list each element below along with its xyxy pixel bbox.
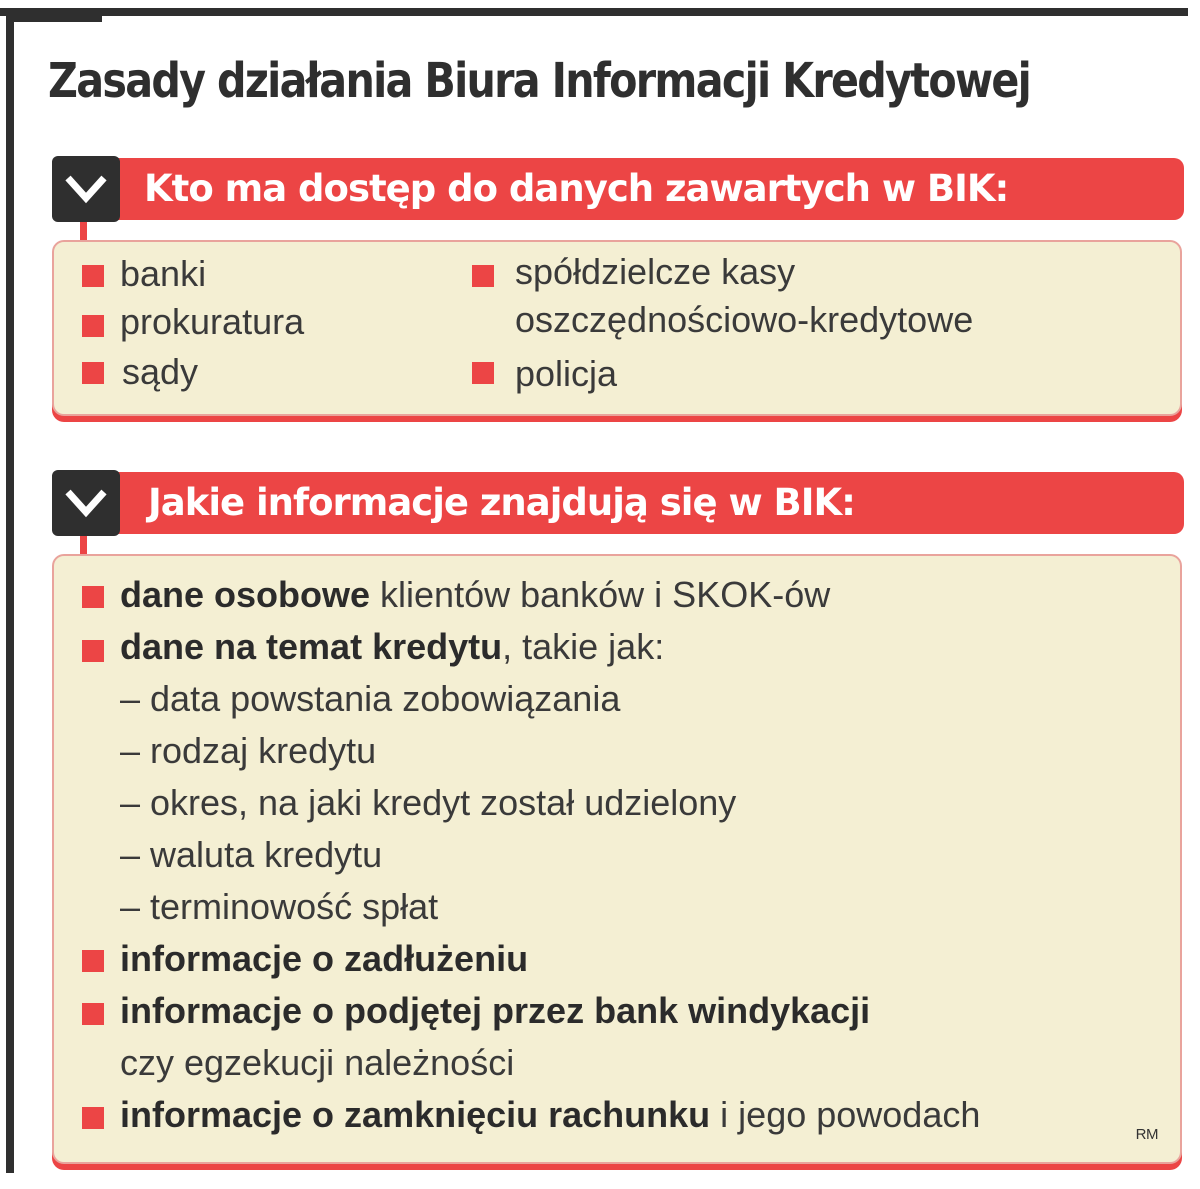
item-text: , takie jak:	[502, 626, 665, 667]
list-item-collection-line2: czy egzekucji należności	[120, 1042, 515, 1083]
page-title: Zasady działania Biura Informacji Kredytowej	[48, 53, 1031, 109]
item-bold-text: dane osobowe	[120, 574, 371, 615]
list-item-skok-line1: spółdzielcze kasy	[515, 251, 796, 292]
section-connector	[80, 222, 87, 242]
list-item-banks: banki	[120, 253, 207, 294]
item-bold-text: informacje o podjętej przez bank windykacji	[120, 990, 871, 1031]
sub-item: – okres, na jaki kredyt został udzielony	[120, 782, 737, 823]
item-bold-text: informacje o zadłużeniu	[120, 938, 529, 979]
section-access-header	[52, 156, 1184, 222]
list-item-credit-data	[120, 625, 664, 669]
square-bullet-icon	[82, 265, 104, 287]
section-info-heading: Jakie informacje znajdują się w BIK:	[148, 481, 855, 524]
section-connector	[80, 536, 87, 556]
sub-item: – data powstania zobowiązania	[120, 678, 621, 719]
chevron-down-icon	[52, 470, 120, 536]
square-bullet-icon	[472, 265, 494, 287]
frame-top-border	[0, 8, 1188, 16]
list-item-prosecution: prokuratura	[120, 301, 305, 342]
item-text: klientów banków i SKOK-ów	[370, 574, 831, 615]
sub-item: – rodzaj kredytu	[120, 730, 377, 771]
list-item-account-closure	[120, 1093, 980, 1137]
item-text: i jego powodach	[710, 1094, 981, 1135]
square-bullet-icon	[472, 362, 494, 384]
frame-left-border	[6, 8, 14, 1173]
list-item-courts: sądy	[122, 351, 199, 392]
square-bullet-icon	[82, 362, 104, 384]
list-item-skok-line2: oszczędnościowo-kredytowe	[515, 299, 974, 340]
author-credit: RM	[1135, 1126, 1158, 1143]
sub-item: – terminowość spłat	[120, 886, 439, 927]
square-bullet-icon	[82, 586, 104, 608]
square-bullet-icon	[82, 1107, 104, 1129]
list-item-personal-data	[120, 573, 830, 617]
sub-item: – waluta kredytu	[120, 834, 383, 875]
square-bullet-icon	[82, 640, 104, 662]
section-info-header	[52, 470, 1184, 536]
chevron-down-icon	[52, 156, 120, 222]
item-bold-text: dane na temat kredytu	[120, 626, 503, 667]
section-access-heading: Kto ma dostęp do danych zawartych w BIK:	[144, 167, 1009, 210]
list-item-collection	[120, 989, 870, 1033]
list-item-debt	[120, 937, 528, 981]
square-bullet-icon	[82, 950, 104, 972]
square-bullet-icon	[82, 1003, 104, 1025]
list-item-police: policja	[515, 353, 618, 394]
item-bold-text: informacje o zamknięciu rachunku	[120, 1094, 711, 1135]
square-bullet-icon	[82, 315, 104, 337]
frame-corner-tab	[6, 8, 102, 22]
